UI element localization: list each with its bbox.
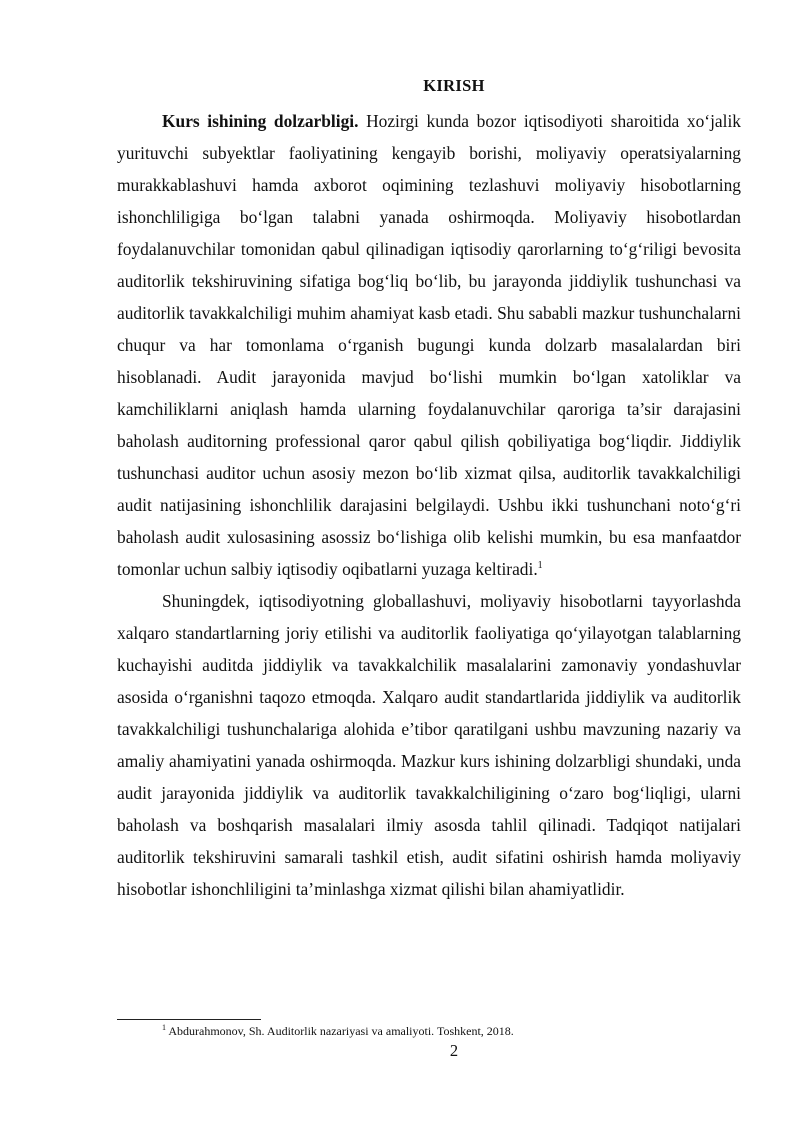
paragraph-text: Hozirgi kunda bozor iqtisodiyoti sharoitida xo‘jalik yurituvchi subyektlar faoliyatining kengayib borishi, moliyaviy operatsiyalarning murakkablashuvi hamda axborot oqimining tezlashuvi moliyaviy hisobotlarning ishonchliligiga bo‘lgan talabni yanada oshirmoqda. Moliyaviy hisobotlardan foydalanuvchilar tomonidan qabul qilinadigan iqtisodiy qarorlarning to‘g‘riligi bevosita auditorlik tekshiruvining sifatiga bog‘liq bo‘lib, bu jarayonda jiddiylik tushunchasi va auditorlik tavakkalchiligi muhim ahamiyat kasb etadi. Shu sababli mazkur tushunchalarni chuqur va har tomonlama o‘rganish bugungi kunda dolzarb masalalardan biri hisoblanadi. Audit jarayonida mavjud bo‘lishi mumkin bo‘lgan xatoliklar va kamchiliklarni aniqlash hamda ularning foydalanuvchilar qaroriga ta’sir darajasini baholash auditorning professional qaror qabul qilish qobiliyatiga bog‘liqdir. Jiddiylik tushunchasi auditor uchun asosiy mezon bo‘lib xizmat qilsa, auditorlik tavakkalchiligi audit natijasining ishonchlilik darajasini belgilaydi. Ushbu ikki tushunchani noto‘g‘ri baholash audit xulosasining asossiz bo‘lishiga olib kelishi mumkin, bu esa manfaatdor tomonlar uchun salbiy iqtisodiy oqibatlarni yuzaga keltiradi. [117, 111, 741, 579]
paragraph-relevance [117, 105, 741, 585]
footnote-text: Abdurahmonov, Sh. Auditorlik nazariyasi va amaliyoti. Toshkent, 2018. [168, 1024, 514, 1038]
paragraph-context [117, 585, 741, 905]
footnote [162, 1023, 514, 1039]
footnote-number: 1 [162, 1023, 166, 1032]
paragraph-text: Shuningdek, iqtisodiyotning globallashuvi, moliyaviy hisobotlarni tayyorlashda xalqaro standartlarning joriy etilishi va auditorlik faoliyatiga qo‘yilayotgan talablarning kuchayishi auditda jiddiylik va tavakkalchilik masalalarini zamonaviy yondashuvlar asosida o‘rganishni taqozo etmoqda. Xalqaro audit standartlarida jiddiylik va auditorlik tavakkalchiligi tushunchalariga alohida e’tibor qaratilgani ushbu mavzuning nazariy va amaliy ahamiyatini yanada oshirmoqda. Mazkur kurs ishining dolzarbligi shundaki, unda audit jarayonida jiddiylik va auditorlik tavakkalchiligining o‘zaro bog‘liqligi, ularni baholash va boshqarish masalalari ilmiy asosda tahlil qilinadi. Tadqiqot natijalari auditorlik tekshiruvini samarali tashkil etish, audit sifatini oshirish hamda moliyaviy hisobotlar ishonchliligini ta’minlashga xizmat qilishi bilan ahamiyatlidir. [117, 591, 741, 899]
footnote-divider [117, 1019, 261, 1020]
footnote-reference[interactable]: 1 [537, 560, 543, 572]
paragraph-lead: Kurs ishining dolzarbligi. [162, 111, 359, 131]
body-text [117, 105, 741, 905]
page-title: KIRISH [423, 76, 485, 95]
page-number: 2 [449, 1041, 459, 1060]
